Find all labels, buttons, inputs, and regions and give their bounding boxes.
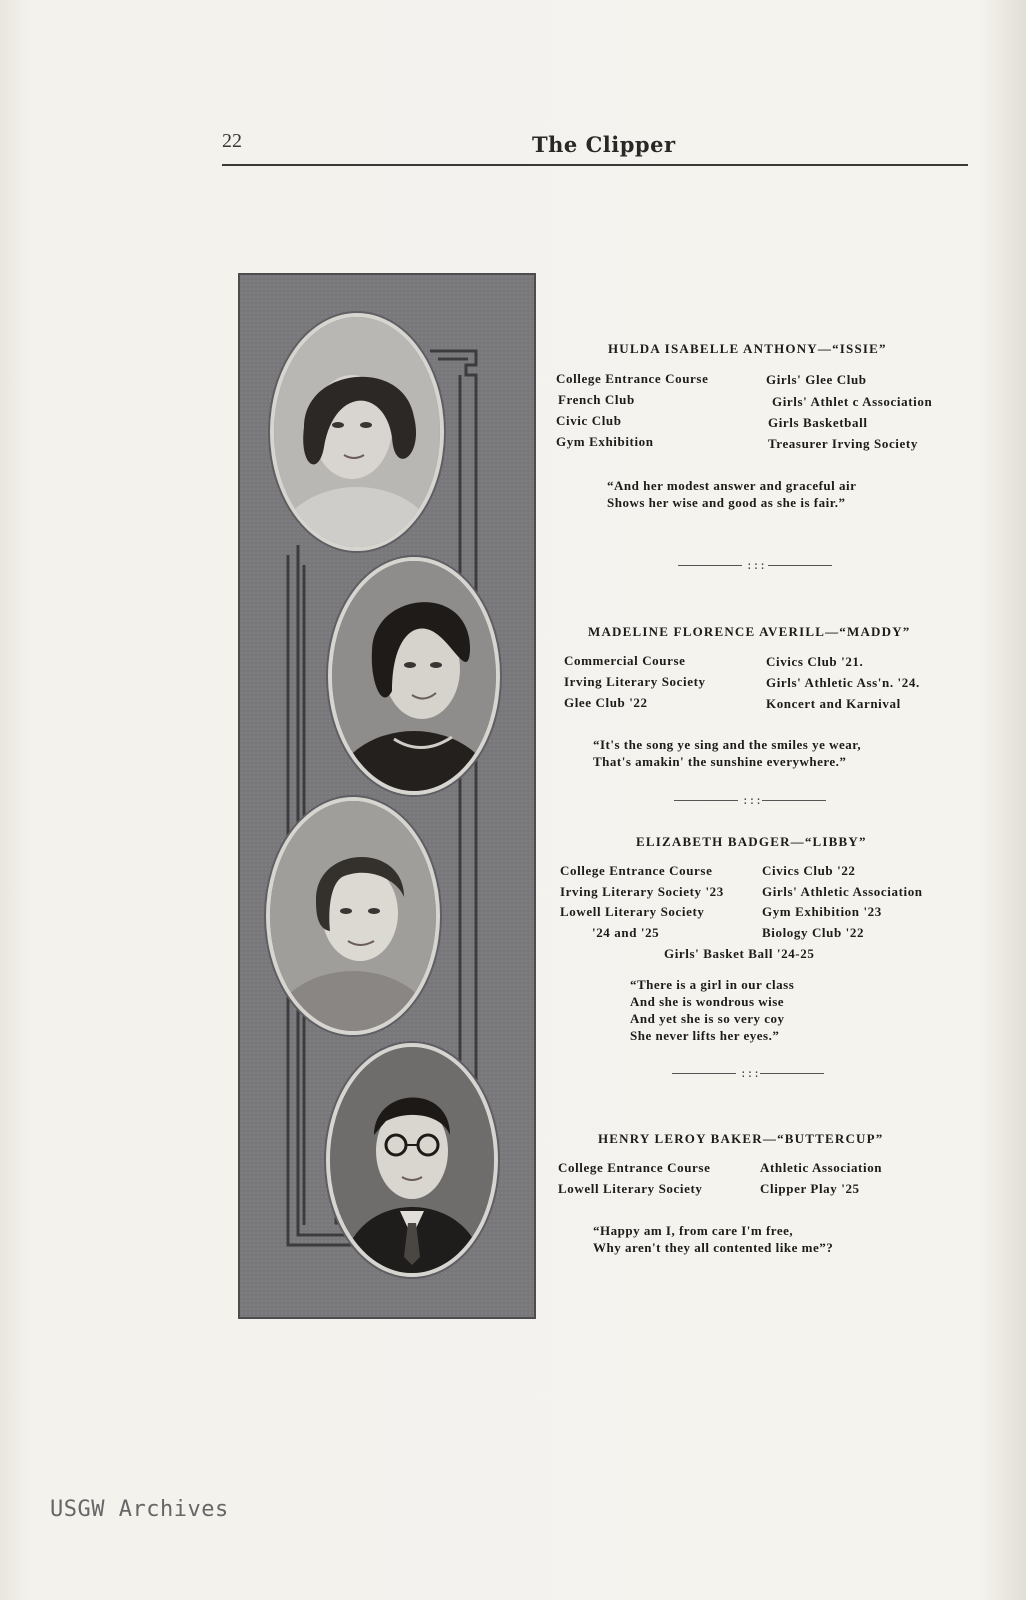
activity: Lowell Literary Society — [560, 904, 705, 919]
activity: Civics Club '21. — [766, 654, 864, 669]
activity: Girls' Basket Ball '24-25 — [664, 946, 815, 961]
ornament-dots: ::: — [746, 559, 766, 572]
ornament-dots: ::: — [740, 1067, 760, 1080]
portrait-photo — [332, 561, 496, 791]
activity: Civics Club '22 — [762, 863, 856, 878]
activity: Girls' Athletic Ass'n. '24. — [766, 675, 920, 690]
portrait-photo — [274, 317, 440, 547]
section-ornament — [678, 560, 832, 572]
entry-name: HULDA ISABELLE ANTHONY—“ISSIE” — [608, 341, 887, 356]
activity: Lowell Literary Society — [558, 1181, 703, 1196]
activity: Irving Literary Society — [564, 674, 706, 689]
activity: '24 and '25 — [592, 925, 660, 940]
portrait-henry-baker — [326, 1043, 498, 1277]
ornament-dots: ::: — [742, 794, 762, 807]
entry-quote: “And her modest answer and graceful air Shows her wise and good as she is fair.” — [607, 478, 857, 510]
entry-quote: “It's the song ye sing and the smiles ye wear, That's amakin' the sunshine everywhere.” — [593, 737, 862, 769]
page-header — [222, 128, 968, 168]
activity: Athletic Association — [760, 1160, 883, 1175]
entry-quote: “There is a girl in our class And she is wondrous wise And yet she is so very coy She never lifts her eyes.” — [630, 977, 795, 1043]
portrait-elizabeth-badger — [266, 797, 440, 1035]
portrait-photo — [270, 801, 436, 1031]
activity: Girls' Athlet c Association — [772, 394, 933, 409]
activity: College Entrance Course — [558, 1160, 711, 1175]
activity: College Entrance Course — [556, 371, 709, 386]
activity: French Club — [558, 392, 635, 407]
activity: Gym Exhibition '23 — [762, 904, 882, 919]
entry-name: HENRY LEROY BAKER—“BUTTERCUP” — [598, 1131, 884, 1146]
page-number: 22 — [222, 130, 242, 152]
activity: Glee Club '22 — [564, 695, 648, 710]
photo-panel — [238, 273, 536, 1319]
activity: Biology Club '22 — [762, 925, 865, 940]
activity: Civic Club — [556, 413, 622, 428]
portrait-photo — [330, 1047, 494, 1273]
activity: Girls' Athletic Association — [762, 884, 923, 899]
header-rule — [222, 164, 968, 166]
section-ornament — [672, 1068, 824, 1080]
activity: Girls Basketball — [768, 415, 868, 430]
activity: College Entrance Course — [560, 863, 713, 878]
activity: Gym Exhibition — [556, 434, 654, 449]
entry-name: MADELINE FLORENCE AVERILL—“MADDY” — [588, 624, 911, 639]
activity: Irving Literary Society '23 — [560, 884, 724, 899]
portrait-hulda-anthony — [270, 313, 444, 551]
running-title: The Clipper — [532, 132, 676, 157]
entry-quote: “Happy am I, from care I'm free, Why aren't they all contented like me”? — [593, 1223, 834, 1255]
section-ornament — [674, 795, 826, 807]
activity: Koncert and Karnival — [766, 696, 901, 711]
entry-name: ELIZABETH BADGER—“LIBBY” — [636, 834, 867, 849]
portrait-madeline-averill — [328, 557, 500, 795]
activity: Girls' Glee Club — [766, 372, 867, 387]
activity: Commercial Course — [564, 653, 686, 668]
watermark: USGW Archives — [50, 1497, 229, 1522]
activity: Clipper Play '25 — [760, 1181, 860, 1196]
activity: Treasurer Irving Society — [768, 436, 918, 451]
